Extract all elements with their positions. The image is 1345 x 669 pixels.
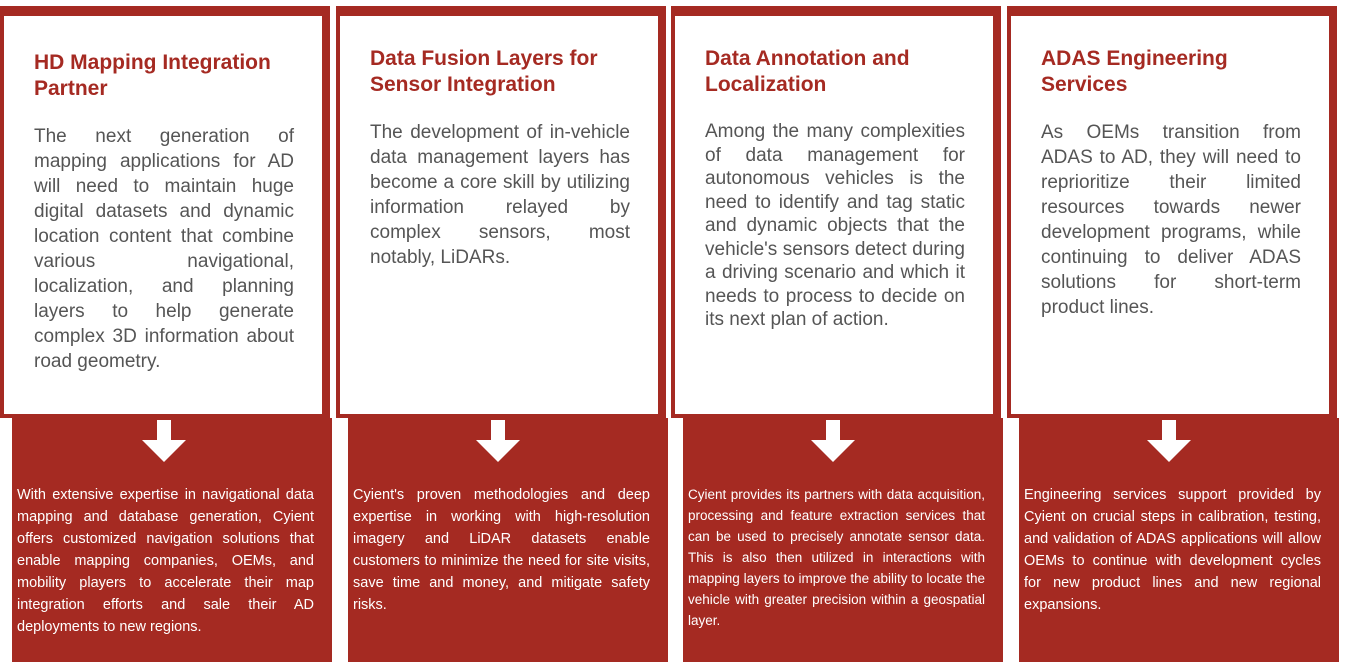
arrow-down-icon <box>474 420 522 464</box>
column-data-annotation <box>671 0 1001 669</box>
challenge-text: Among the many complexities of data management for autonomous vehicles is the need to identify and tag static and dynamic objects that the vehicle's sensors detect during a driving scenario and which it needs to process to decide on its next plan of action. <box>705 121 965 330</box>
arrow-down-icon <box>809 420 857 464</box>
panel-title: Data Annotation and Localization <box>705 47 910 96</box>
panel-title: HD Mapping Integration Partner <box>34 51 271 100</box>
challenge-text: As OEMs transition from ADAS to AD, they will need to reprioritize their limited resources towards newer development programs, while continuing to deliver ADAS solutions for short-term product lines. <box>1041 122 1301 318</box>
panel-title: Data Fusion Layers for Sensor Integration <box>370 47 598 96</box>
solution-text: Engineering services support provided by Cyient on crucial steps in calibration, testing, and validation of ADAS applications will allow OEMs to continue with development cycles for new product lines and new regional expansions. <box>1024 487 1321 613</box>
challenge-panel <box>1011 16 1329 414</box>
arrow-down-icon <box>1145 420 1193 464</box>
solution-text: Cyient provides its partners with data acquisition, processing and feature extraction services that can be used to precisely annotate sensor data. This is also then utilized in interactions with mapping layers to improve the ability to locate the vehicle with greater precision within a geospatial layer. <box>688 487 985 628</box>
column-adas-engineering <box>1007 0 1337 669</box>
panel-title: ADAS Engineering Services <box>1041 47 1228 96</box>
solution-text: Cyient's proven methodologies and deep expertise in working with high-resolution imagery and LiDAR datasets enable customers to minimize the need for site visits, save time and money, and mitigate safety risks. <box>353 487 650 613</box>
challenge-panel <box>675 16 993 414</box>
arrow-down-icon <box>140 420 188 464</box>
challenge-panel <box>340 16 658 414</box>
column-hd-mapping <box>0 0 330 669</box>
challenge-text: The development of in-vehicle data management layers has become a core skill by utilizing information relayed by complex sensors, most notably, LiDARs. <box>370 122 630 268</box>
column-data-fusion <box>336 0 666 669</box>
solution-text: With extensive expertise in navigational data mapping and database generation, Cyient offers customized navigation solutions that enable mapping companies, OEMs, and mobility players to accelerate their map integration efforts and sale their AD deployments to new regions. <box>17 487 314 635</box>
challenge-panel <box>4 16 322 414</box>
challenge-text: The next generation of mapping applications for AD will need to maintain huge digital datasets and dynamic location content that combine various navigational, localization, and planning layers to help generate complex 3D information about road geometry. <box>34 126 294 372</box>
